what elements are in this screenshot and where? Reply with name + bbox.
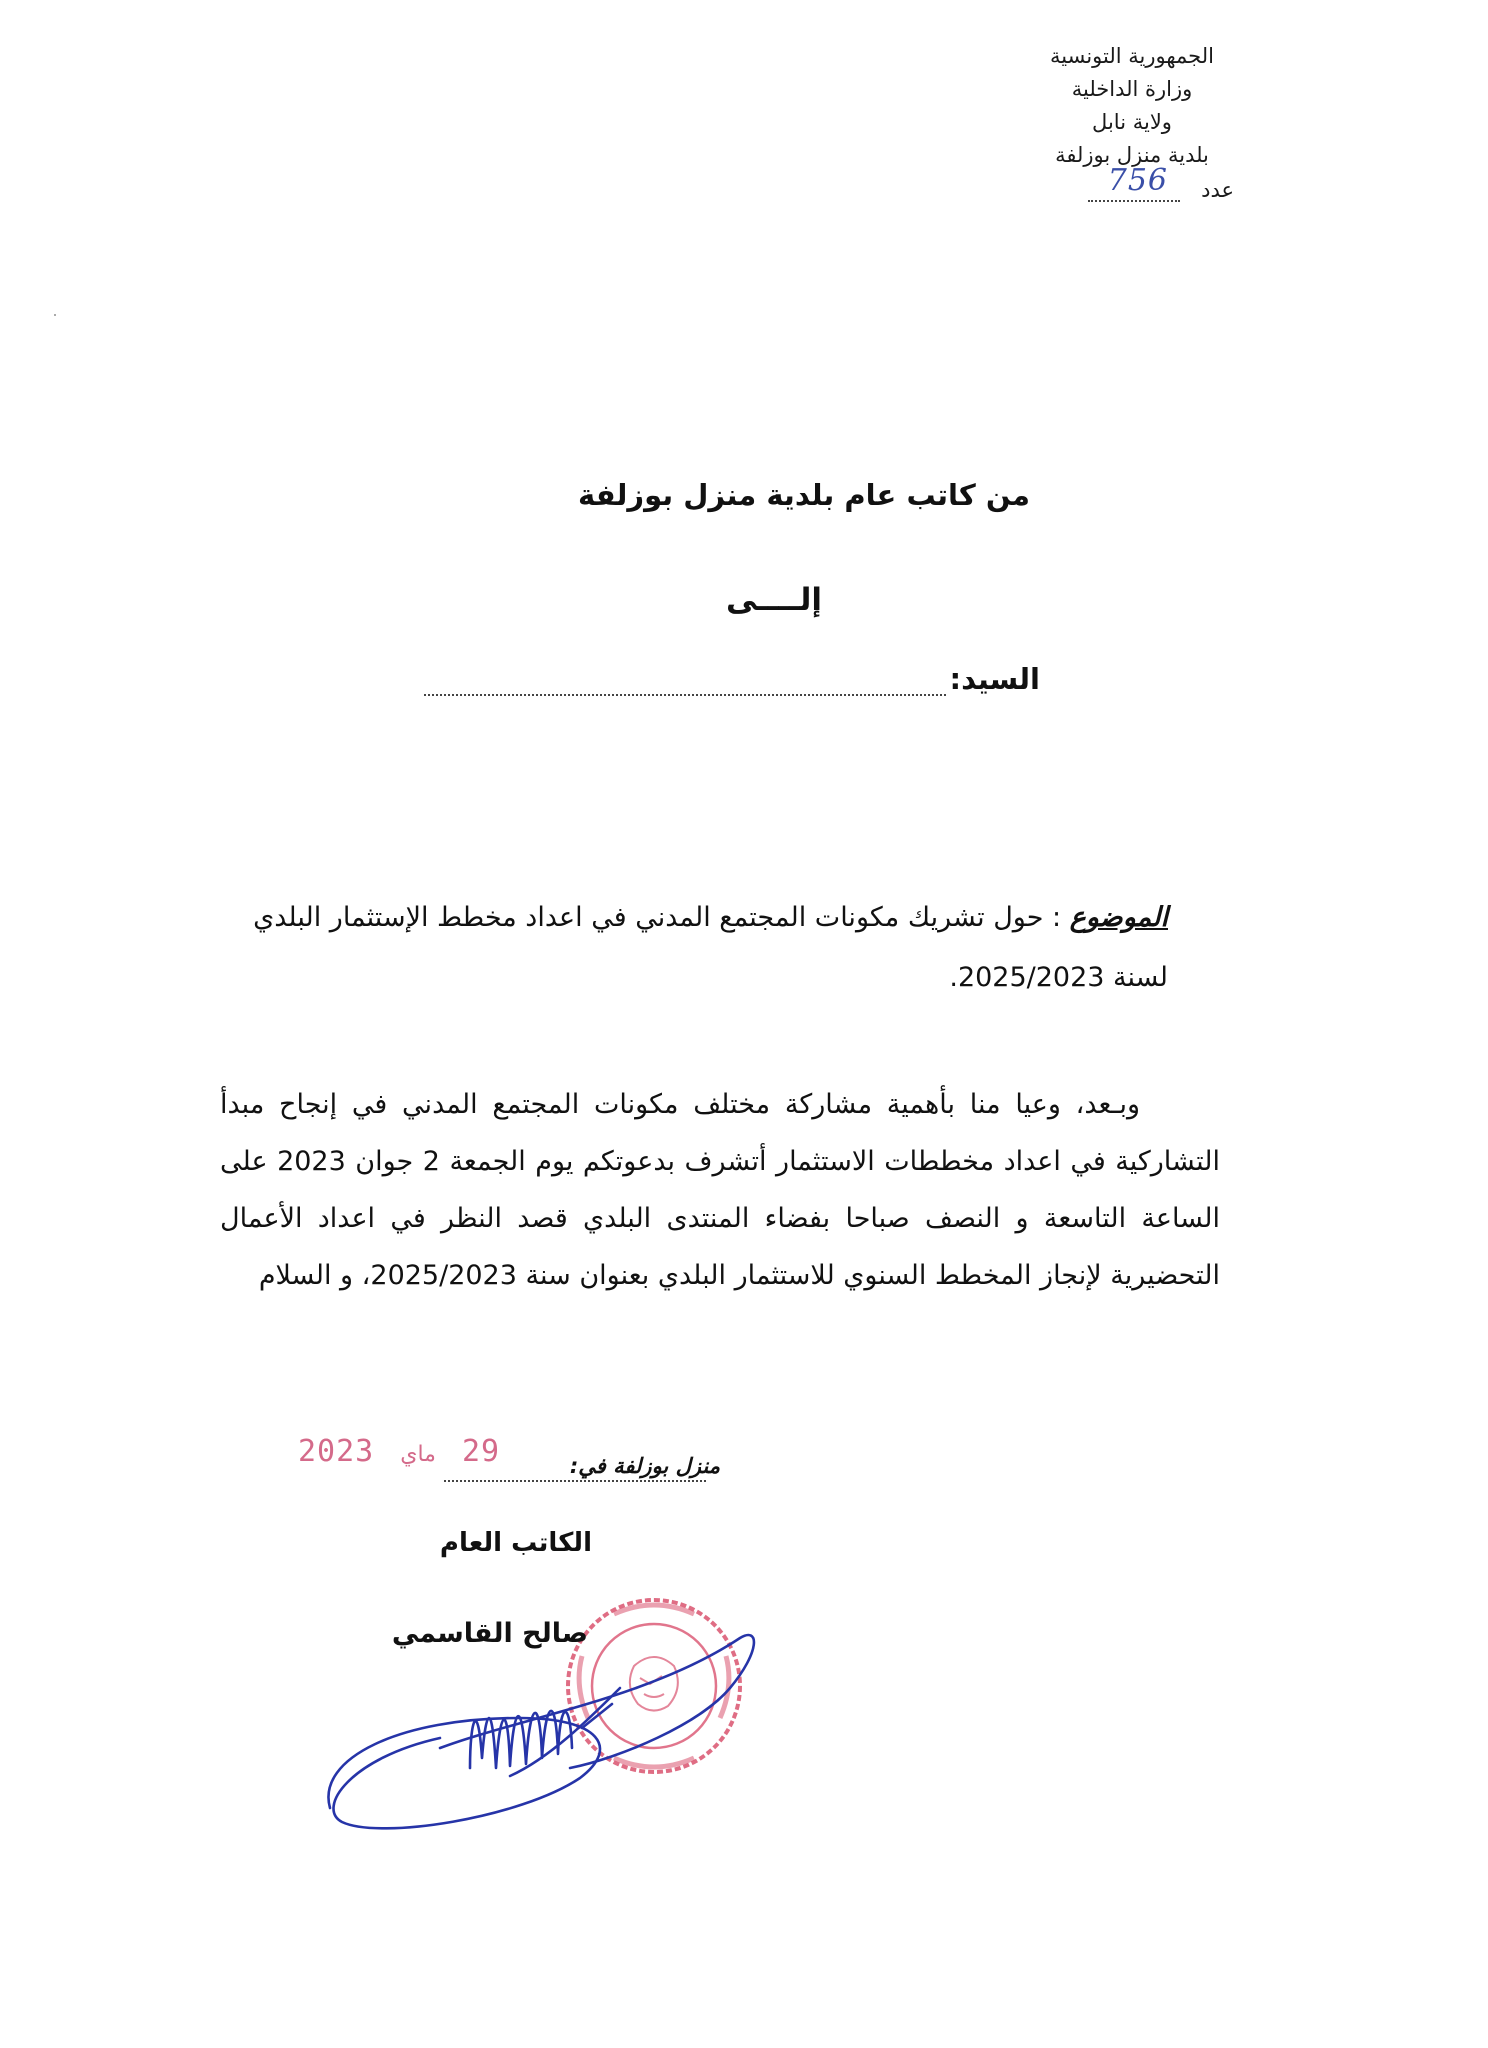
date-stamp [298,1434,500,1469]
subject-label: الموضوع [1069,902,1168,933]
sender-line: من كاتب عام بلدية منزل بوزلفة [578,478,1030,512]
subject-text: حول تشريك مكونات المجتمع المدني في اعداد مخطط الإستثمار البلدي لسنة 2025/2023. [253,902,1168,993]
letterhead-republic: الجمهورية التونسية [1050,44,1214,68]
scan-speck [54,314,56,316]
handwritten-signature [320,1608,760,1838]
signatory-name: صالح القاسمي [391,1618,588,1649]
to-heading: إلــــى [725,582,822,618]
date-stamp-day: 29 [461,1434,501,1469]
addressee-label: السيد: [949,662,1040,696]
place-date-dotted-line [444,1480,706,1482]
signatory-title: الكاتب العام [439,1528,592,1558]
addressee-dotted-line [424,694,946,696]
reference-number-handwritten: 756 [1107,163,1168,198]
letterhead-governorate: ولاية نابل [1092,110,1172,134]
body-text: وبـعد، وعيا منا بأهمية مشاركة مختلف مكونات المجتمع المدني في إنجاح مبدأ التشاركية في اعداد مخططات الاستثمار أتشرف بدعوتكم يوم الجمعة 2 جوان 2023 على الساعة التاسعة و النصف صباحا بفضاء المنتدى البلدي قصد النظر في اعداد الأعمال التحضيرية لإنجاز المخطط السنوي للاستثمار البلدي بعنوان سنة 2025/2023، و السلام [220,1089,1220,1291]
body-paragraph [220,1076,1220,1304]
letterhead-municipality: بلدية منزل بوزلفة [1055,143,1209,167]
subject-paragraph [248,888,1168,1008]
place-date-label: منزل بوزلفة في: [569,1454,720,1478]
letterhead [992,40,1272,205]
date-stamp-month: ماي [400,1442,436,1467]
letterhead-ministry: وزارة الداخلية [1071,77,1193,101]
reference-number-line [992,163,1272,205]
reference-label: عدد [1201,178,1234,202]
date-stamp-year: 2023 [298,1434,375,1469]
subject-separator: : [1043,902,1070,933]
